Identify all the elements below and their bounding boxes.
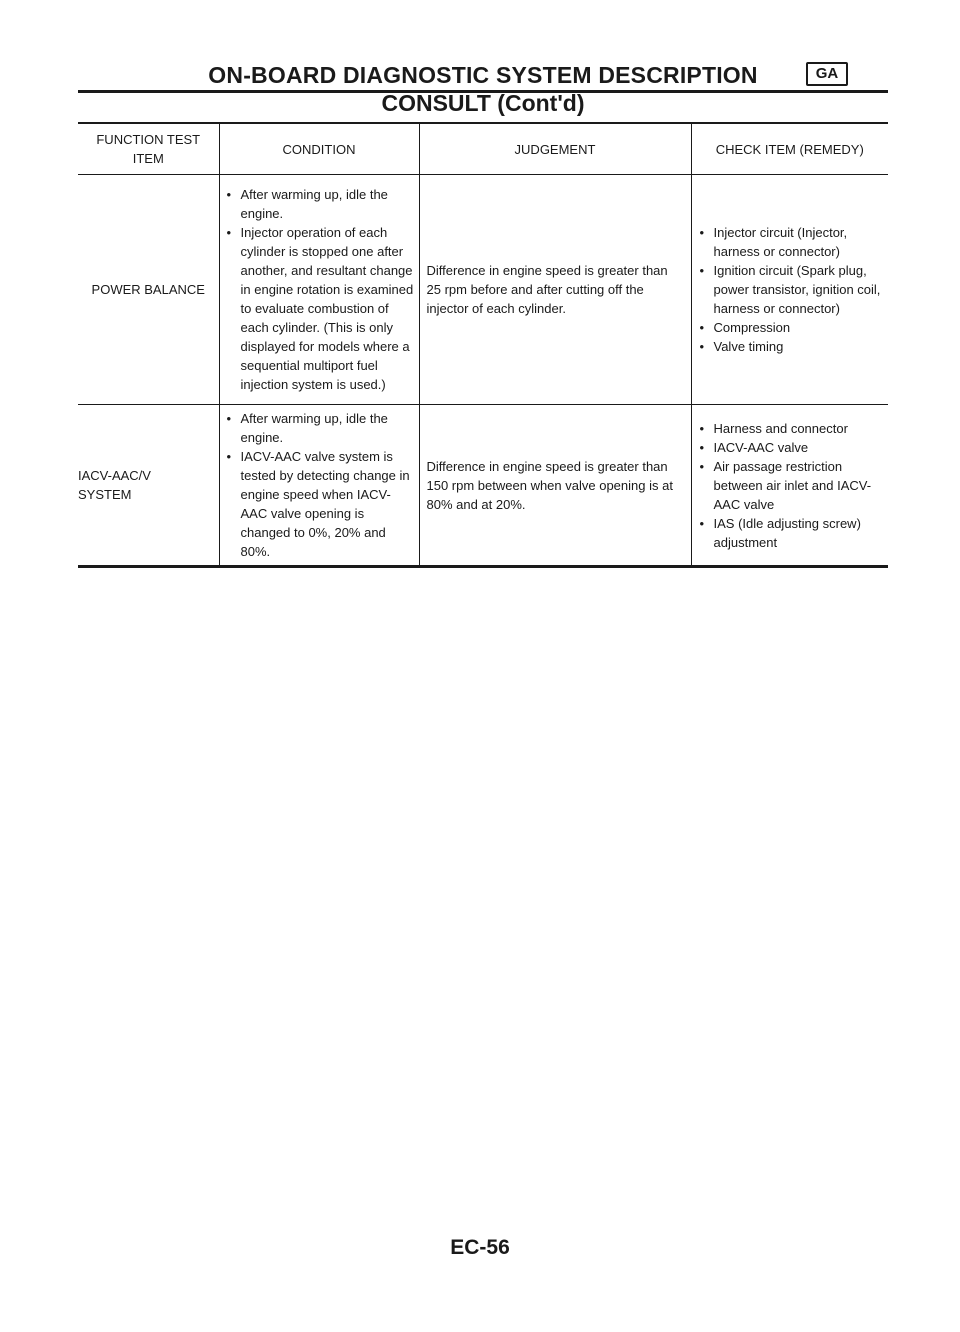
- check-item-cell: [691, 175, 888, 405]
- judgement-cell: Difference in engine speed is greater than 25 rpm before and after cutting off the injector of each cylinder.: [419, 175, 691, 405]
- bullet-icon: •: [699, 439, 705, 455]
- check-bullet: • Harness and connector: [699, 420, 848, 436]
- page-subheader: [78, 62, 888, 118]
- bullet-icon: •: [699, 225, 705, 240]
- bullet-icon: •: [226, 411, 232, 426]
- condition-bullet: • Injector operation of each cylinder is stopped one after another, and resultant change in engine rotation is examined to evaluate combustion of each cylinder. (This is only displayed for models where a sequential multiport fuel injection system is used.): [226, 225, 414, 392]
- function-test-item: IACV-AAC/V SYSTEM: [78, 468, 151, 502]
- check-bullet: • Valve timing: [699, 339, 784, 354]
- judgement-cell: Difference in engine speed is greater than 150 rpm between when valve opening is at 80% and at 20%.: [419, 405, 691, 567]
- check-bullet: • Injector circuit (Injector, harness or connector): [699, 225, 848, 259]
- table-header-row: [78, 123, 888, 175]
- bullet-icon: •: [699, 458, 705, 474]
- bullet-icon: •: [699, 339, 705, 354]
- check-bullet: • Compression: [699, 320, 791, 335]
- condition-bullet: • IACV-AAC valve system is tested by detecting change in engine speed when IACV-AAC valve opening is changed to 0%, 20% and 80%.: [226, 449, 410, 559]
- check-bullet: • IACV-AAC valve: [699, 439, 809, 455]
- condition-bullet: • After warming up, idle the engine.: [226, 187, 388, 221]
- check-bullet: • Ignition circuit (Spark plug, power transistor, ignition coil, harness or connector): [699, 263, 881, 316]
- table-row: [78, 175, 888, 405]
- header-condition: CONDITION: [219, 123, 419, 175]
- check-bullet: • IAS (Idle adjusting screw) adjustment: [699, 515, 861, 550]
- condition-cell: [219, 175, 419, 405]
- function-test-table: [78, 122, 888, 568]
- bullet-icon: •: [699, 320, 705, 335]
- header-check-item: CHECK ITEM (REMEDY): [691, 123, 888, 175]
- bullet-icon: •: [699, 515, 705, 531]
- page-number: EC-56: [450, 1236, 510, 1259]
- header-judgement: JUDGEMENT: [419, 123, 691, 175]
- condition-cell: [219, 405, 419, 567]
- bullet-icon: •: [699, 263, 705, 278]
- check-item-cell: [691, 405, 888, 567]
- condition-bullet: • After warming up, idle the engine.: [226, 411, 388, 445]
- check-bullet: • Air passage restriction between air inlet and IACV-AAC valve: [699, 458, 872, 512]
- bullet-icon: •: [699, 420, 705, 436]
- bullet-icon: •: [226, 187, 232, 202]
- bullet-icon: •: [226, 449, 232, 464]
- section-badge: GA: [806, 62, 848, 86]
- page-subtitle: CONSULT (Cont'd): [381, 90, 585, 116]
- function-test-item: POWER BALANCE: [91, 282, 205, 297]
- table-row: [78, 405, 888, 567]
- header-function-test-item: FUNCTION TEST ITEM: [96, 132, 201, 166]
- bullet-icon: •: [226, 225, 232, 240]
- page-title: ON-BOARD DIAGNOSTIC SYSTEM DESCRIPTION: [208, 62, 758, 88]
